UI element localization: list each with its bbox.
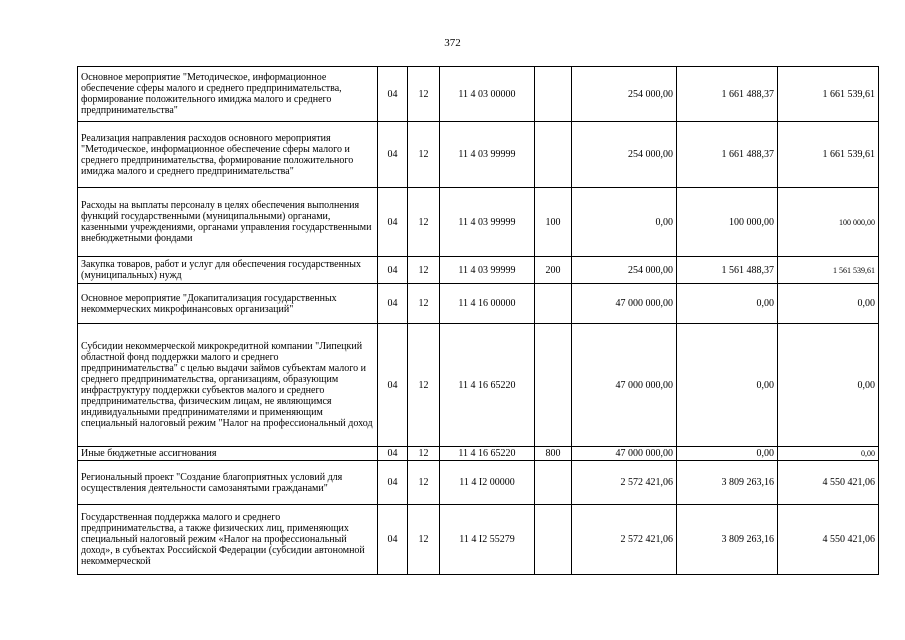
amount-year-3: 4 550 421,06: [778, 461, 879, 505]
row-name: Основное мероприятие "Докапитализация государственных некоммерческих микрофинансовых организаций": [78, 284, 378, 324]
amount-year-3: 1 661 539,61: [778, 122, 879, 188]
expense-type-code: 200: [535, 257, 572, 284]
amount-year-3: 100 000,00: [778, 188, 879, 257]
target-article-code: 11 4 16 65220: [440, 447, 535, 461]
row-name: Реализация направления расходов основного мероприятия "Методическое, информационное обеспечение сферы малого и среднего предпринимательства, формирование положительного имиджа малого и среднего предпринимательства": [78, 122, 378, 188]
amount-year-1: 2 572 421,06: [572, 461, 677, 505]
amount-year-3: 1 661 539,61: [778, 67, 879, 122]
amount-year-1: 47 000 000,00: [572, 324, 677, 447]
expense-type-code: 100: [535, 188, 572, 257]
table-row: [78, 284, 879, 324]
row-name: Иные бюджетные ассигнования: [78, 447, 378, 461]
amount-year-3: 4 550 421,06: [778, 505, 879, 575]
subsection-code: 12: [408, 122, 440, 188]
table-row: [78, 188, 879, 257]
section-code: 04: [378, 324, 408, 447]
target-article-code: 11 4 03 99999: [440, 188, 535, 257]
target-article-code: 11 4 16 00000: [440, 284, 535, 324]
expense-type-code: [535, 284, 572, 324]
amount-year-2: 1 561 488,37: [677, 257, 778, 284]
budget-table: [77, 66, 879, 575]
section-code: 04: [378, 67, 408, 122]
table-row: [78, 67, 879, 122]
subsection-code: 12: [408, 324, 440, 447]
subsection-code: 12: [408, 461, 440, 505]
subsection-code: 12: [408, 188, 440, 257]
table-row: [78, 122, 879, 188]
table-row: [78, 324, 879, 447]
expense-type-code: [535, 67, 572, 122]
section-code: 04: [378, 122, 408, 188]
subsection-code: 12: [408, 284, 440, 324]
amount-year-1: 254 000,00: [572, 257, 677, 284]
amount-year-1: 47 000 000,00: [572, 447, 677, 461]
amount-year-2: 0,00: [677, 284, 778, 324]
table-row: [78, 257, 879, 284]
target-article-code: 11 4 I2 55279: [440, 505, 535, 575]
amount-year-2: 1 661 488,37: [677, 122, 778, 188]
target-article-code: 11 4 03 99999: [440, 257, 535, 284]
row-name: Закупка товаров, работ и услуг для обеспечения государственных (муниципальных) нужд: [78, 257, 378, 284]
target-article-code: 11 4 I2 00000: [440, 461, 535, 505]
expense-type-code: [535, 461, 572, 505]
amount-year-2: 0,00: [677, 324, 778, 447]
amount-year-2: 0,00: [677, 447, 778, 461]
amount-year-1: 0,00: [572, 188, 677, 257]
section-code: 04: [378, 284, 408, 324]
row-name: Государственная поддержка малого и среднего предпринимательства, а также физических лиц, применяющих специальный налоговый режим «Налог на профессиональный доход», в субъектах Российской Федерации (субсидии автономной некоммерческой: [78, 505, 378, 575]
section-code: 04: [378, 188, 408, 257]
amount-year-1: 254 000,00: [572, 67, 677, 122]
expense-type-code: 800: [535, 447, 572, 461]
target-article-code: 11 4 16 65220: [440, 324, 535, 447]
row-name: Расходы на выплаты персоналу в целях обеспечения выполнения функций государственными (муниципальными) органами, казенными учреждениями, органами управления государственными внебюджетными фондами: [78, 188, 378, 257]
subsection-code: 12: [408, 447, 440, 461]
amount-year-3: 1 561 539,61: [778, 257, 879, 284]
amount-year-2: 100 000,00: [677, 188, 778, 257]
amount-year-3: 0,00: [778, 284, 879, 324]
table-row: [78, 447, 879, 461]
table-row: [78, 461, 879, 505]
subsection-code: 12: [408, 505, 440, 575]
amount-year-2: 1 661 488,37: [677, 67, 778, 122]
amount-year-2: 3 809 263,16: [677, 461, 778, 505]
amount-year-1: 47 000 000,00: [572, 284, 677, 324]
amount-year-2: 3 809 263,16: [677, 505, 778, 575]
row-name: Субсидии некоммерческой микрокредитной компании "Липецкий областной фонд поддержки малого и среднего предпринимательства" с целью выдачи займов субъектам малого и среднего предпринимательства, организациям, образующим инфраструктуру поддержки субъектов малого и среднего предпринимательства, физическим лицам, не являющимся индивидуальными предпринимателями и применяющим специальный налоговый режим "Налог на профессиональный доход: [78, 324, 378, 447]
subsection-code: 12: [408, 67, 440, 122]
amount-year-3: 0,00: [778, 447, 879, 461]
section-code: 04: [378, 505, 408, 575]
page-number: 372: [444, 37, 461, 49]
amount-year-1: 254 000,00: [572, 122, 677, 188]
expense-type-code: [535, 324, 572, 447]
subsection-code: 12: [408, 257, 440, 284]
expense-type-code: [535, 122, 572, 188]
amount-year-3: 0,00: [778, 324, 879, 447]
table-row: [78, 505, 879, 575]
row-name: Основное мероприятие "Методическое, информационное обеспечение сферы малого и среднего предпринимательства, формирование положительного имиджа малого и среднего предпринимательства": [78, 67, 378, 122]
section-code: 04: [378, 257, 408, 284]
expense-type-code: [535, 505, 572, 575]
section-code: 04: [378, 447, 408, 461]
target-article-code: 11 4 03 99999: [440, 122, 535, 188]
section-code: 04: [378, 461, 408, 505]
amount-year-1: 2 572 421,06: [572, 505, 677, 575]
target-article-code: 11 4 03 00000: [440, 67, 535, 122]
row-name: Региональный проект "Создание благоприятных условий для осуществления деятельности самозанятыми гражданами": [78, 461, 378, 505]
